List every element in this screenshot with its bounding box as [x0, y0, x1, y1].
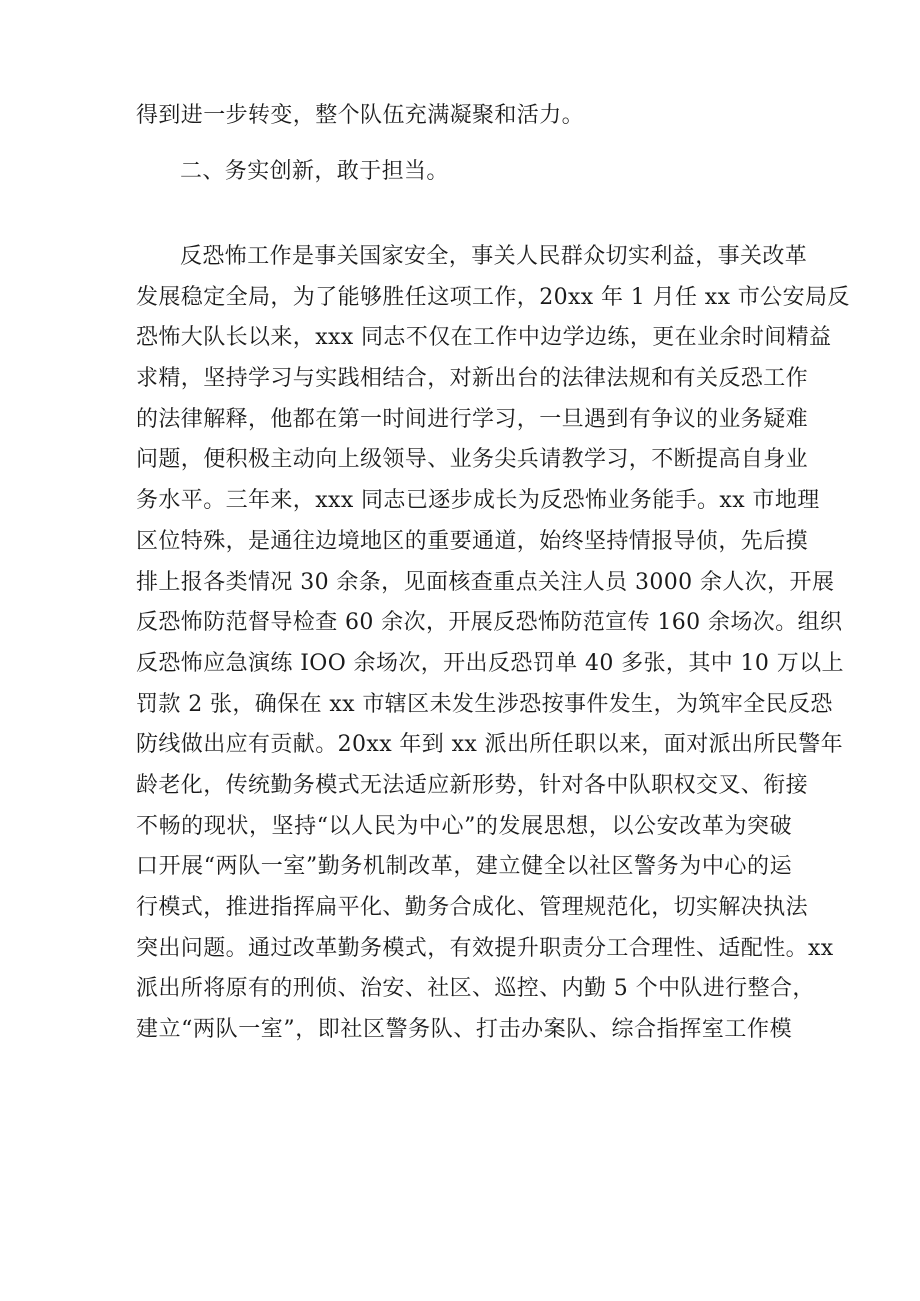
paragraph-line: 发展稳定全局，为了能够胜任这项工作，20xx 年 1 月任 xx 市公安局反 [136, 284, 850, 310]
paragraph-line: 防线做出应有贡献。20xx 年到 xx 派出所任职以来，面对派出所民警年 [136, 732, 844, 758]
paragraph-line: 区位特殊，是通往边境地区的重要通道，始终坚持情报导侦，先后摸 [136, 528, 809, 554]
paragraph-line: 罚款 2 张，确保在 xx 市辖区未发生涉恐按事件发生，为筑牢全民反恐 [136, 691, 833, 717]
paragraph-line: 行模式，推进指挥扁平化、勤务合成化、管理规范化，切实解决执法 [136, 895, 809, 920]
continued-paragraph: 得到进一步转变，整个队伍充满凝聚和活力。 [136, 103, 585, 128]
paragraph-line: 反恐怖防范督导检查 60 余次，开展反恐怖防范宣传 160 余场次。组织 [136, 610, 843, 636]
paragraph-line: 的法律解释，他都在第一时间进行学习，一旦遇到有争议的业务疑难 [136, 406, 809, 432]
paragraph-line: 突出问题。通过改革勤务模式，有效提升职责分工合理性、适配性。xx [136, 935, 834, 961]
paragraph-line: 不畅的现状，坚持“以人民为中心”的发展思想，以公安改革为突破 [136, 813, 792, 839]
paragraph-line: 排上报各类情况 30 余条，见面核查重点关注人员 3000 余人次，开展 [136, 569, 835, 595]
paragraph-line: 问题，便积极主动向上级领导、业务尖兵请教学习，不断提高自身业 [136, 447, 809, 473]
paragraph-line: 派出所将原有的刑侦、治安、社区、巡控、内勤 5 个中队进行整合， [136, 976, 815, 1002]
paragraph-line: 务水平。三年来，xxx 同志已逐步成长为反恐怖业务能手。xx 市地理 [136, 488, 820, 514]
section-heading: 二、务实创新，敢于担当。 [180, 159, 449, 184]
paragraph-line: 建立“两队一室”，即社区警务队、打击办案队、综合指挥室工作模 [136, 1017, 792, 1043]
paragraph-line: 恐怖大队长以来，xxx 同志不仅在工作中边学边练，更在业余时间精益 [136, 325, 832, 351]
paragraph-line: 反恐怖工作是事关国家安全，事关人民群众切实利益，事关改革 [180, 244, 808, 269]
body-paragraph [136, 237, 850, 1051]
paragraph-line: 龄老化，传统勤务模式无法适应新形势，针对各中队职权交叉、衔接 [136, 772, 809, 798]
paragraph-line: 口开展“两队一室”勤务机制改革，建立健全以社区警务为中心的运 [136, 854, 792, 880]
paragraph-line: 反恐怖应急演练 IOO 余场次，开出反恐罚单 40 多张，其中 10 万以上 [136, 650, 844, 676]
paragraph-line: 求精，坚持学习与实践相结合，对新出台的法律法规和有关反恐工作 [136, 366, 809, 392]
